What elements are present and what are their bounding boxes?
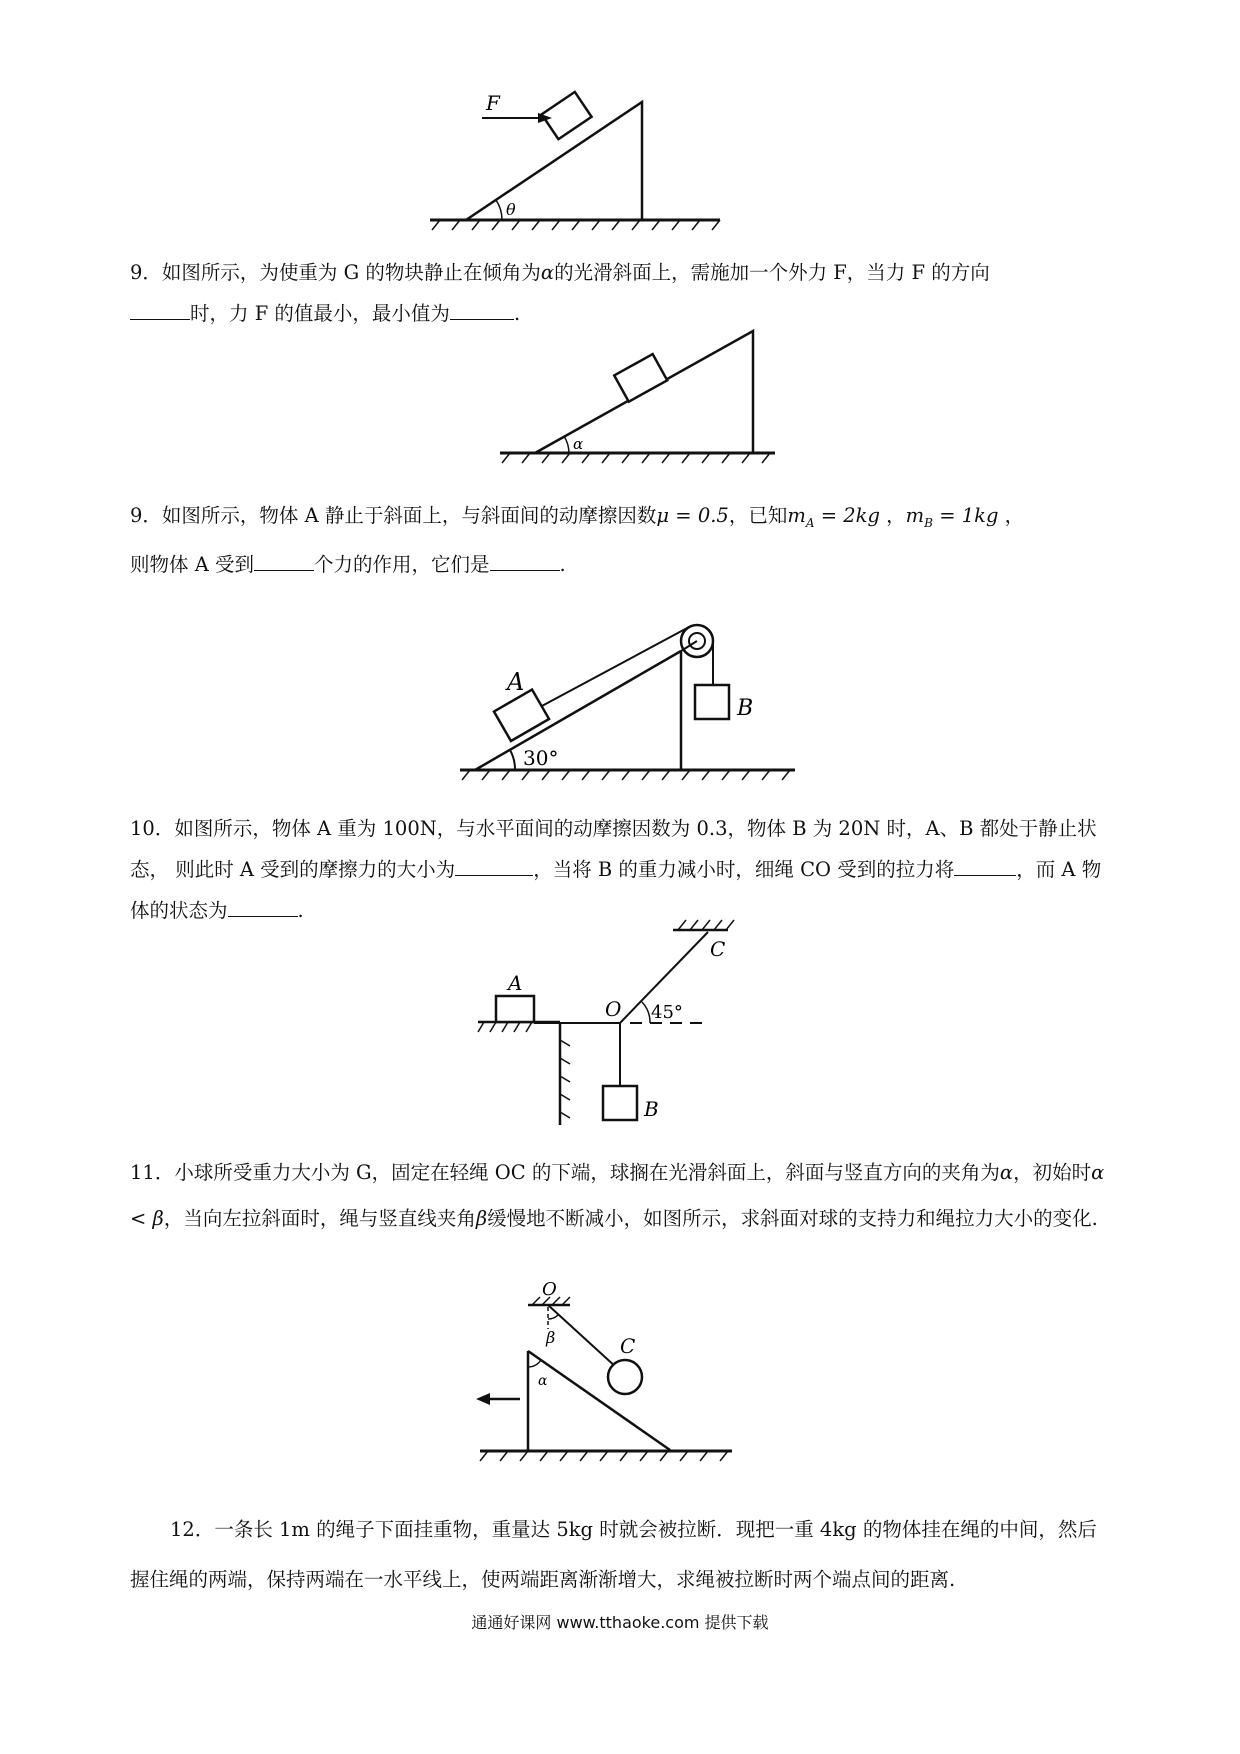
answer-blank[interactable] bbox=[130, 301, 190, 320]
figure-ball-rope-incline bbox=[470, 1279, 760, 1470]
angle-30-label: 30° bbox=[523, 746, 559, 770]
question-9b: 9．如图所示，物体 A 静止于斜面上，与斜面间的动摩擦因数μ = 0.5，已知$m_A = 2kg$ ，$m_B = 1kg$ ， 则物体 A 受到 个力的作用，它们是 . bbox=[130, 504, 1025, 576]
figure-knot-45 bbox=[478, 920, 748, 1130]
answer-blank[interactable] bbox=[954, 857, 1016, 876]
block-a-label: A bbox=[507, 668, 525, 696]
answer-blank[interactable] bbox=[490, 552, 560, 571]
figure-smooth-incline bbox=[495, 325, 795, 465]
answer-blank[interactable] bbox=[254, 552, 314, 571]
answer-blank[interactable] bbox=[450, 301, 514, 320]
block-b-label: B bbox=[644, 1097, 659, 1121]
answer-blank[interactable] bbox=[455, 857, 533, 876]
point-o-label: O bbox=[542, 1279, 557, 1300]
point-o-label: O bbox=[605, 997, 622, 1021]
question-11: 11．小球所受重力大小为 G，固定在轻绳 OC 的下端，球搁在光滑斜面上，斜面与竖直方向的夹角为α，初始时α < β，当向左拉斜面时，绳与竖直线夹角β缓慢地不断减小，如图所示，求斜面对球的支持力和绳拉力大小的变化. bbox=[130, 1161, 1105, 1230]
question-9a: 9．如图所示，为使重为 G 的物块静止在倾角为α的光滑斜面上，需施加一个外力 F，当力 F 的方向 时，力 F 的值最小，最小值为 . bbox=[130, 261, 990, 325]
question-10: 10．如图所示，物体 A 重为 100N，与水平面间的动摩擦因数为 0.3，物体 B 为 20N 时，A、B 都处于静止状态， 则此时 A 受到的摩擦力的大小为 ，当将 B 的重力减小时，细绳 CO 受到的拉力将 ，而 A 物体的状态为 . bbox=[130, 817, 1102, 922]
page-footer: 通通好课网 www.tthaoke.com 提供下载 bbox=[471, 1613, 769, 1632]
angle-beta-label: β bbox=[546, 1328, 556, 1347]
ball-c-label: C bbox=[620, 1334, 636, 1358]
block-a-label: A bbox=[508, 971, 523, 995]
answer-blank[interactable] bbox=[228, 898, 298, 917]
angle-theta-label: θ bbox=[506, 200, 516, 219]
figure-incline-force bbox=[420, 90, 740, 230]
force-label: F bbox=[486, 91, 500, 115]
angle-45-label: 45° bbox=[651, 1002, 683, 1023]
point-c-label: C bbox=[710, 937, 726, 961]
angle-alpha-label: α bbox=[573, 435, 584, 453]
question-12: 12．一条长 1m 的绳子下面挂重物，重量达 5kg 时就会被拉断．现把一重 4kg 的物体挂在绳的中间，然后握住绳的两端，保持两端在一水平线上，使两端距离渐渐增大，求绳被拉断时两个端点间的距离. bbox=[130, 1518, 1097, 1591]
figure-pulley-incline bbox=[455, 590, 800, 790]
block-b-label: B bbox=[737, 696, 754, 721]
angle-alpha-label: α bbox=[538, 1373, 548, 1389]
